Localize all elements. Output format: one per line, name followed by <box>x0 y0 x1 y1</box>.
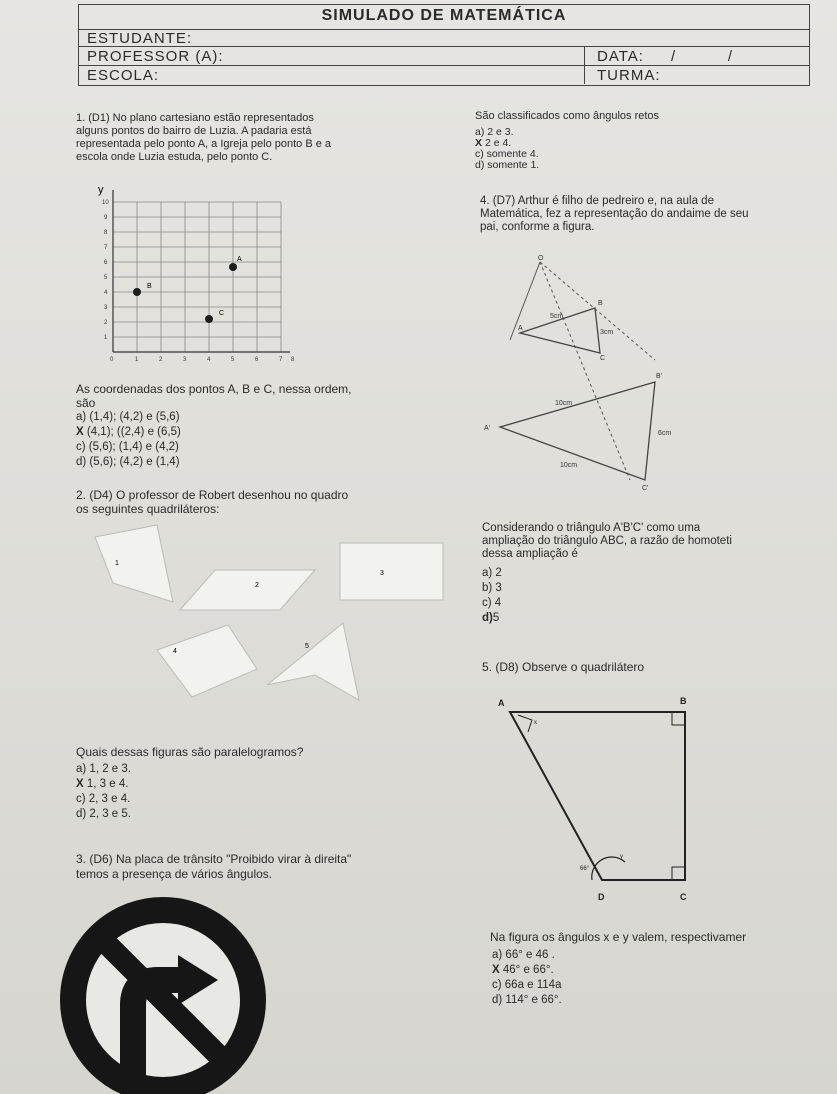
option-d[interactable]: d) somente 1. <box>475 159 540 171</box>
option-b[interactable] <box>76 777 436 792</box>
answer-mark: d) <box>482 612 493 624</box>
tick-label: 6 <box>104 260 108 266</box>
q1-question <box>76 382 456 410</box>
q4-options <box>482 566 602 626</box>
q5-question: Na figura os ângulos x e y valem, respectivamer <box>490 930 747 944</box>
answer-mark: X <box>475 137 483 149</box>
q3-statement <box>76 852 466 882</box>
q4-question <box>482 522 832 561</box>
y-axis-label: y <box>98 184 104 196</box>
vertex-label: A <box>518 325 523 332</box>
q1-statement <box>76 112 456 164</box>
tick-label: 6 <box>255 357 259 363</box>
vertex-label: C' <box>642 485 649 492</box>
q2-question: Quais dessas figuras são paralelogramos? <box>76 745 304 759</box>
text-line: dessa ampliação é <box>482 548 578 560</box>
tick-label: 4 <box>104 290 108 296</box>
school-label: ESCOLA: <box>87 67 160 84</box>
right-angle-mark <box>672 712 685 725</box>
option-c[interactable]: c) (5,6); (1,4) e (4,2) <box>76 441 179 453</box>
tick-label: 2 <box>159 357 163 363</box>
option-c[interactable]: c) 4 <box>482 597 502 609</box>
vertex-label: C <box>680 892 687 902</box>
cartesian-plane <box>90 180 320 370</box>
option-d[interactable] <box>482 611 602 626</box>
tick-label: 0 <box>110 357 114 363</box>
date-label: DATA: <box>597 48 644 65</box>
text-line: São classificados como ângulos retos <box>475 110 660 122</box>
scaffold-figure <box>470 250 730 500</box>
tick-label: 9 <box>104 215 108 221</box>
shape-label: 1 <box>115 560 119 567</box>
option-b[interactable] <box>492 963 692 978</box>
q2-statement <box>76 488 456 516</box>
option-a[interactable]: a) (1,4); (4,2) e (5,6) <box>76 411 180 423</box>
ray <box>540 262 630 480</box>
text-line: As coordenadas dos pontos A, B e C, nessa ordem, <box>76 382 352 396</box>
text-line: 1. (D1) No plano cartesiano estão representados <box>76 112 314 124</box>
q4-statement <box>480 195 830 234</box>
point-label: A <box>237 256 242 263</box>
option-a[interactable]: a) 66° e 46 . <box>492 949 555 961</box>
point-b <box>133 288 141 296</box>
shape-4 <box>157 625 257 697</box>
y-tick-labels <box>102 200 109 341</box>
q2-options <box>76 762 436 822</box>
text-line: Considerando o triângulo A'B'C' como uma <box>482 522 701 534</box>
shape-1 <box>95 525 173 602</box>
q5-options <box>492 948 692 1008</box>
vertex-label: A <box>498 698 505 708</box>
shape-label: 5 <box>305 643 309 650</box>
text-line: alguns pontos do bairro de Luzia. A padaria está <box>76 125 312 137</box>
text-line: pai, conforme a figura. <box>480 221 595 233</box>
header-box <box>78 4 810 86</box>
tick-label: 8 <box>291 357 295 363</box>
option-text: 5 <box>492 612 500 624</box>
text-line: 2. (D4) O professor de Robert desenhou no quadro <box>76 488 349 502</box>
tick-label: 5 <box>231 357 235 363</box>
tick-label: 1 <box>135 357 139 363</box>
answer-mark: X <box>492 964 500 976</box>
option-d[interactable]: d) 2, 3 e 5. <box>76 808 131 820</box>
option-c[interactable]: c) 66a e 114a <box>492 979 562 991</box>
page-title: SIMULADO DE MATEMÁTICA <box>321 7 567 24</box>
option-c[interactable]: c) 2, 3 e 4. <box>76 793 131 805</box>
grid-lines <box>113 202 281 352</box>
shape-label: 3 <box>380 570 384 577</box>
measure-label: 6cm <box>658 430 672 437</box>
text-line: representada pelo ponto A, a Igreja pelo ponto B e a <box>76 138 332 150</box>
option-text: 1, 3 e 4. <box>86 778 129 790</box>
option-b[interactable] <box>76 425 436 440</box>
shape-2 <box>180 570 315 610</box>
tick-label: 5 <box>104 275 108 281</box>
tick-label: 3 <box>183 357 187 363</box>
vertex-label: D <box>598 892 605 902</box>
vertex-label: B <box>598 300 603 307</box>
measure-label: 10cm <box>555 400 573 407</box>
answer-mark: X <box>76 778 84 790</box>
angle-label: x <box>534 720 537 726</box>
vertex-label: C <box>600 355 606 362</box>
tick-label: 4 <box>207 357 211 363</box>
vertex-label: B <box>680 696 687 706</box>
point-c <box>205 315 213 323</box>
measure-label: 5cm <box>550 313 564 320</box>
tick-label: 7 <box>104 245 108 251</box>
q5-statement: 5. (D8) Observe o quadrilátero <box>482 660 645 674</box>
triangle-a2b2c2 <box>500 382 655 480</box>
answer-mark: X <box>76 426 84 438</box>
student-label: ESTUDANTE: <box>87 30 193 47</box>
text-line: ampliação do triângulo ABC, a razão de homoteti <box>482 535 732 547</box>
tick-label: 10 <box>102 200 109 206</box>
measure-label: 10cm <box>560 462 578 469</box>
quadrilateral-abcd <box>510 712 685 880</box>
shape-3 <box>340 543 443 600</box>
option-text: (4,1); ((2,4) e (6,5) <box>86 426 181 438</box>
option-a[interactable]: a) 1, 2 e 3. <box>76 763 131 775</box>
option-text: 46° e 66°. <box>502 964 554 976</box>
vertex-label: O <box>538 255 544 262</box>
q3-options <box>475 127 675 171</box>
option-a[interactable]: a) 2 e 3. <box>475 126 514 138</box>
point-a <box>229 263 237 271</box>
measure-label: 3cm <box>600 329 614 336</box>
ray <box>540 262 655 360</box>
vertex-label: A' <box>484 425 491 432</box>
tick-label: 2 <box>104 320 108 326</box>
text-line: temos a presença de vários ângulos. <box>76 867 273 881</box>
tick-label: 7 <box>279 357 283 363</box>
right-angle-mark <box>672 867 685 880</box>
text-line: os seguintes quadriláteros: <box>76 502 220 516</box>
no-right-turn-sign <box>58 885 268 1094</box>
divider <box>584 46 585 84</box>
q3-continued <box>475 110 815 123</box>
text-line: 3. (D6) Na placa de trânsito "Proibido virar à direita" <box>76 852 352 866</box>
option-b[interactable]: b) 3 <box>482 582 502 594</box>
divider <box>79 65 809 66</box>
tick-label: 3 <box>104 305 108 311</box>
shape-label: 2 <box>255 582 259 589</box>
quadrilaterals-figure <box>95 525 455 715</box>
date-value: / / <box>671 48 734 65</box>
angle-label: 66° <box>580 866 590 872</box>
option-a[interactable]: a) 2 <box>482 567 502 579</box>
teacher-label: PROFESSOR (A): <box>87 48 224 65</box>
shape-5 <box>267 623 359 700</box>
option-c[interactable]: c) somente 4. <box>475 148 539 160</box>
quadrilateral-figure <box>480 690 720 915</box>
shape-label: 4 <box>173 648 177 655</box>
point-label: C <box>219 310 225 317</box>
angle-label: y <box>620 854 623 860</box>
point-label: B <box>147 283 152 290</box>
x-tick-labels <box>110 357 295 363</box>
text-line: Matemática, fez a representação do andaime de seu <box>480 208 749 220</box>
option-d[interactable]: d) (5,6); (4,2) e (1,4) <box>76 456 180 468</box>
text-line: 4. (D7) Arthur é filho de pedreiro e, na aula de <box>480 195 714 207</box>
tick-label: 1 <box>104 335 108 341</box>
option-d[interactable]: d) 114° e 66°. <box>492 994 562 1006</box>
text-line: escola onde Luzia estuda, pelo ponto C. <box>76 151 273 163</box>
class-label: TURMA: <box>597 67 661 84</box>
option-text: 2 e 4. <box>484 137 512 149</box>
vertex-label: B' <box>656 373 663 380</box>
tick-label: 8 <box>104 230 108 236</box>
q1-options <box>76 410 436 470</box>
text-line: são <box>76 396 96 410</box>
